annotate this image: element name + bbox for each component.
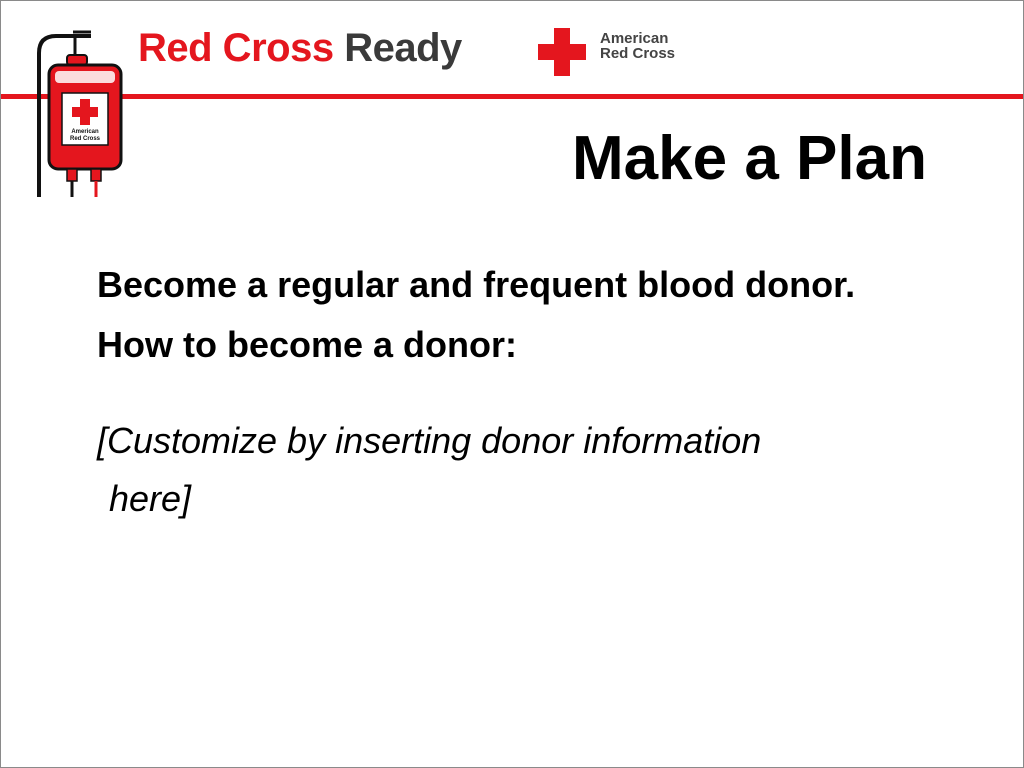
customize-placeholder-line2: here] <box>109 478 192 519</box>
bag-label-line1: American <box>71 129 99 135</box>
blood-bag-icon <box>29 29 129 201</box>
american-red-cross-text <box>600 31 675 61</box>
customize-placeholder-line1: [Customize by inserting donor information <box>97 420 762 461</box>
arc-text-line2: Red Cross <box>600 45 676 62</box>
arc-text-line1: American <box>600 30 669 47</box>
red-cross-ready-logo <box>138 26 462 71</box>
american-red-cross-logo <box>538 28 698 78</box>
bag-label-line2: Red Cross <box>69 136 101 142</box>
bullet-how-to-donate: How to become a donor: <box>97 324 518 365</box>
header-divider <box>1 94 1023 99</box>
logo-red-cross-text: Red Cross <box>138 26 334 70</box>
bullet-blood-donor: Become a regular and frequent blood donor. <box>97 264 856 305</box>
slide-title: Make a Plan <box>572 124 927 193</box>
slide-body <box>97 263 877 521</box>
red-cross-icon <box>538 28 586 76</box>
logo-ready-text: Ready <box>344 26 462 70</box>
